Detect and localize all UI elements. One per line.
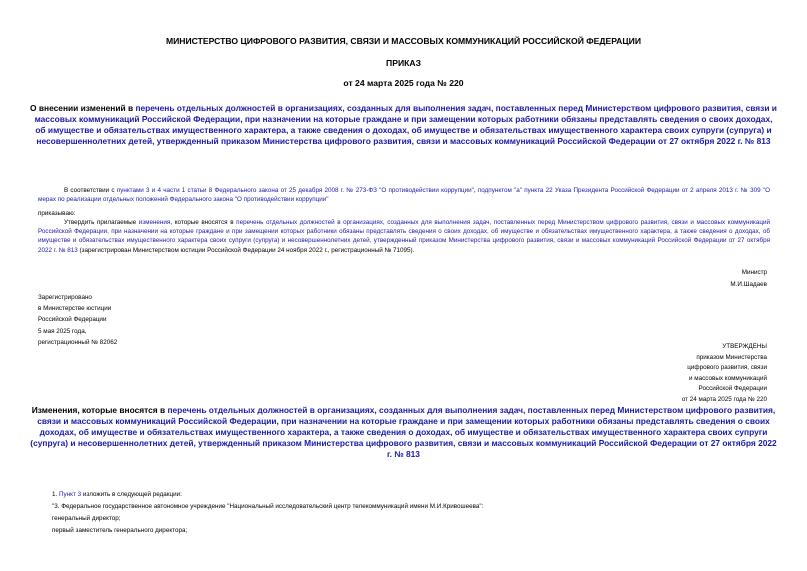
- registration-line: Российской Федерации: [38, 316, 107, 324]
- item-2: "3. Федеральное государственное автономное учреждение "Национальный исследовательский центр телекоммуникаций имени М.И.Кривошеева":: [52, 503, 484, 510]
- order-word: приказываю:: [38, 210, 76, 217]
- changes-title-link[interactable]: перечень отдельных должностей в организациях, созданных для выполнения задач, поставленных перед Министерством цифрового развития, связи и массовых коммуникаций Российской Федерации, при назначении на которые граждане и при замещении которых работники обязаны представлять сведения о своих доходах, об имуществе и обязательствах имущественного характера, а также сведения о доходах, об имуществе и обязательствах имущественного характера своих супруги (супруга) и несовершеннолетних детей, утвержденный приказом Министерства цифрового развития, связи и массовых коммуникаций Российской Федерации от 27 октября 2022 г. № 813: [30, 405, 777, 459]
- preamble-text-2: ,: [473, 187, 478, 194]
- approval-line: цифрового развития, связи: [687, 364, 767, 371]
- order-title-link[interactable]: перечень отдельных должностей в организациях, созданных для выполнения задач, поставленных перед Министерством цифрового развития, связи и массовых коммуникаций Российской Федерации, при назначении на которые граждане и при замещении которых работники обязаны представлять сведения о своих доходах, об имуществе и обязательствах имущественного характера, а также сведения о доходах, об имуществе и обязательствах имущественного характера своих супруги (супруга) и несовершеннолетних детей, утвержденный приказом Министерства цифрового развития, связи и массовых коммуникаций Российской Федерации от 27 октября 2022 г. № 813: [34, 103, 777, 146]
- changes-title-prefix: Изменения, которые вносятся в: [31, 405, 168, 415]
- registration-line: регистрационный № 82062: [38, 338, 118, 346]
- changes-link[interactable]: изменения: [138, 219, 171, 226]
- doc-type: ПРИКАЗ: [386, 58, 421, 68]
- point-3-link[interactable]: Пункт 3: [59, 491, 82, 498]
- registration-line: 5 мая 2025 года,: [38, 327, 87, 335]
- approval-line: УТВЕРЖДЕНЫ: [722, 343, 767, 350]
- law-273-link[interactable]: пунктами 3 и 4 части 1 статьи 8 Федерального закона от 25 декабря 2008 г. № 273-ФЗ "О противодействии коррупции": [116, 187, 474, 194]
- body-text-3: (зарегистрирован Министерством юстиции Российской Федерации 24 ноября 2022 г., регистрационный № 71095).: [77, 246, 415, 254]
- approval-line: от 24 марта 2025 года № 220: [681, 395, 767, 403]
- registration-line: в Министерстве юстиции: [38, 305, 112, 313]
- preamble-paragraph: [38, 186, 770, 204]
- body-text-1: Утвердить прилагаемые: [64, 219, 139, 226]
- list-link[interactable]: перечень отдельных должностей в организациях, созданных для выполнения задач, поставленных перед Министерством цифрового развития, связи и массовых коммуникаций Российской Федерации, при назначении на которые граждане и при замещении которых работники обязаны представлять сведения о своих доходах, об имуществе и обязательствах имущественного характера, а также сведения о доходах, об имуществе и обязательствах имущественного характера своих супруги (супруга) и несовершеннолетних детей, утвержденный приказом Министерства цифрового развития, связи и массовых коммуникаций Российской Федерации от 27 октября 2022 г. № 813: [38, 219, 771, 254]
- order-title-prefix: О внесении изменений в: [30, 103, 136, 113]
- item-1-num: 1.: [52, 491, 60, 498]
- approval-line: приказом Министерства: [696, 353, 767, 361]
- changes-title: [30, 405, 777, 460]
- preamble-text-1: В соответствии с: [64, 187, 117, 194]
- approval-line: Российской Федерации: [698, 385, 767, 392]
- approval-block: [682, 342, 767, 405]
- ministry-heading: МИНИСТЕРСТВО ЦИФРОВОГО РАЗВИТИЯ, СВЯЗИ И МАССОВЫХ КОММУНИКАЦИЙ РОССИЙСКОЙ ФЕДЕРАЦИИ: [165, 36, 642, 46]
- item-3: генеральный директор;: [52, 515, 121, 522]
- registration-block: [38, 293, 117, 347]
- registration-line: Зарегистрировано: [38, 294, 92, 301]
- signature-name: М.И.Шадаев: [730, 281, 767, 288]
- approval-line: и массовых коммуникаций: [689, 374, 767, 382]
- order-title: [30, 103, 777, 147]
- decree-309-link[interactable]: подпунктом "а" пункта 22 Указа Президента Российской Федерации от 2 апреля 2013 г. № 309 "О мерах по реализации отдельных положений Федерального закона "О противодействии коррупции": [38, 187, 770, 204]
- doc-date-number: от 24 марта 2025 года № 220: [343, 78, 464, 88]
- item-1-rest: изложить в следующей редакции:: [81, 491, 182, 498]
- body-paragraph: [38, 218, 770, 255]
- item-1: [52, 490, 182, 499]
- body-text-2: , которые вносятся в: [170, 219, 237, 226]
- signature-position: Министр: [741, 269, 767, 276]
- item-4: первый заместитель генерального директора;: [52, 527, 188, 534]
